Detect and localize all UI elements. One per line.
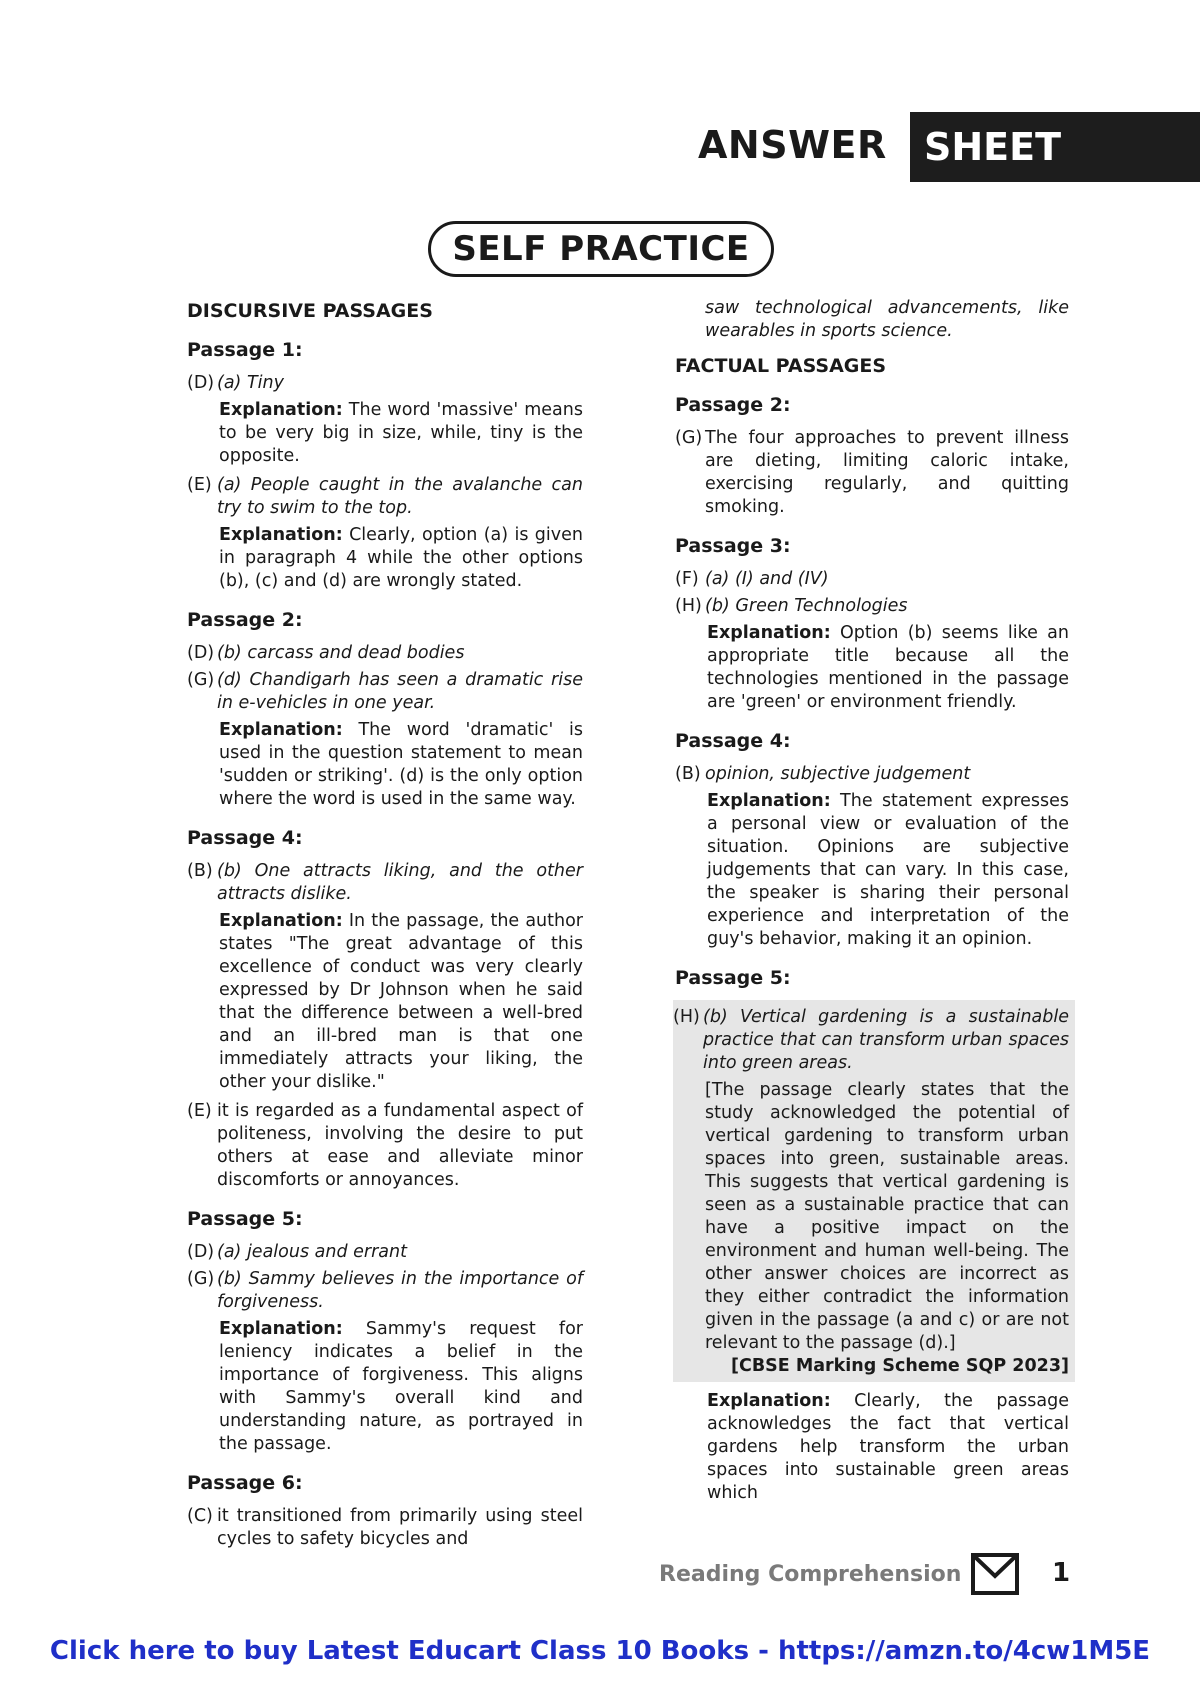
answer-item xyxy=(187,1100,583,1192)
answer-item xyxy=(673,1006,1069,1075)
answer-label: (H) xyxy=(675,596,702,616)
answer-text: (b) Green Technologies xyxy=(705,596,908,616)
answer-text: (b) Vertical gardening is a sustainable practice that can transform urban spaces into green areas. xyxy=(703,1007,1069,1073)
marking-scheme-citation: [CBSE Marking Scheme SQP 2023] xyxy=(730,1356,1069,1376)
explanation-text: In the passage, the author states "The great advantage of this excellence of conduct was very clearly expressed by Dr Johnson when he said that the difference between a well-bred and an ill-bred man is that one immediately attracts your liking, the other your dislike." xyxy=(219,911,583,1092)
answer-text: (b) carcass and dead bodies xyxy=(217,643,465,663)
answer-label: (F) xyxy=(675,569,699,589)
answer-label: (G) xyxy=(187,1269,215,1289)
answer-item xyxy=(675,595,1069,618)
explanation-text: The statement expresses a personal view or evaluation of the situation. Opinions are subjective judgements that can vary. In this case, the speaker is sharing their personal experience and interpretation of the guy's behavior, making it an opinion. xyxy=(707,791,1069,949)
passage-heading: Passage 1: xyxy=(187,339,303,361)
passage-heading: Passage 4: xyxy=(187,827,303,849)
answer-item xyxy=(187,642,583,665)
passage-heading: Passage 5: xyxy=(187,1208,303,1230)
answer-item xyxy=(187,474,583,520)
explanation-label: Explanation: xyxy=(219,911,343,931)
answer-label: (E) xyxy=(187,1101,212,1121)
explanation-label: Explanation: xyxy=(707,623,831,643)
answer-text: The four approaches to prevent illness are dieting, limiting caloric intake, exercising regularly, and quitting smoking. xyxy=(705,428,1069,517)
explanation xyxy=(219,910,583,1094)
answer-item xyxy=(675,427,1069,519)
answer-item xyxy=(187,372,583,395)
sheet-title: SHEET xyxy=(924,125,1062,169)
answer-item xyxy=(675,568,1069,591)
explanation-label: Explanation: xyxy=(707,791,831,811)
explanation xyxy=(707,1390,1069,1505)
explanation-label: Explanation: xyxy=(219,1319,343,1339)
explanation xyxy=(219,524,583,593)
answer-item xyxy=(187,1505,583,1551)
answer-text: (d) Chandigarh has seen a dramatic rise in e-vehicles in one year. xyxy=(217,670,583,713)
explanation-text: Sammy's request for leniency indicates a belief in the importance of forgiveness. This aligns with Sammy's overall kind and understanding nature, as portrayed in the passage. xyxy=(219,1319,583,1454)
answer-label: (B) xyxy=(187,861,213,881)
answer-label: (E) xyxy=(187,475,212,495)
promo-link[interactable]: Click here to buy Latest Educart Class 10 Books - https://amzn.to/4cw1M5E xyxy=(49,1636,1151,1666)
answer-label: (G) xyxy=(187,670,215,690)
passage-heading: Passage 2: xyxy=(675,394,791,416)
marking-scheme-box xyxy=(673,1000,1075,1382)
explanation-text: Clearly, option (a) is given in paragraph 4 while the other options (b), (c) and (d) are wrongly stated. xyxy=(219,525,583,591)
answer-text: it is regarded as a fundamental aspect of politeness, involving the desire to put others at ease and alleviate minor discomforts or annoyances. xyxy=(217,1101,583,1190)
answer-text: opinion, subjective judgement xyxy=(705,764,971,784)
envelope-check-icon xyxy=(970,1552,1020,1596)
section-heading: FACTUAL PASSAGES xyxy=(675,355,887,377)
footer-chapter-label: Reading Comprehension xyxy=(659,1562,962,1587)
answer-label: (B) xyxy=(675,764,701,784)
answer-label: (G) xyxy=(675,428,703,448)
passage-heading: Passage 2: xyxy=(187,609,303,631)
answer-text: (a) People caught in the avalanche can try to swim to the top. xyxy=(217,475,583,518)
answer-item xyxy=(187,1241,583,1264)
answer-label: (D) xyxy=(187,643,215,663)
answer-label: (C) xyxy=(187,1506,213,1526)
answer-text: (b) One attracts liking, and the other attracts dislike. xyxy=(217,861,583,904)
passage-heading: Passage 4: xyxy=(675,730,791,752)
answer-item xyxy=(675,763,1069,786)
answer-label: (D) xyxy=(187,1242,215,1262)
answer-label: (D) xyxy=(187,373,215,393)
answer-text: (a) Tiny xyxy=(217,373,284,393)
explanation-text: Clearly, the passage acknowledges the fact that vertical gardens help transform the urban spaces into sustainable green areas which xyxy=(707,1391,1069,1503)
explanation-text: The word 'massive' means to be very big in size, while, tiny is the opposite. xyxy=(219,400,583,466)
answer-text: it transitioned from primarily using steel cycles to safety bicycles and xyxy=(217,1506,583,1549)
self-practice-badge: SELF PRACTICE xyxy=(428,221,774,277)
passage-heading: Passage 5: xyxy=(675,967,791,989)
passage-heading: Passage 3: xyxy=(675,535,791,557)
explanation-text: The word 'dramatic' is used in the question statement to mean 'sudden or striking'. (d) is the only option where the word is used in the same way. xyxy=(219,720,583,809)
continued-text: saw technological advancements, like wearables in sports science. xyxy=(705,298,1069,341)
page-number: 1 xyxy=(1052,1558,1071,1588)
explanation-text: Option (b) seems like an appropriate title because all the technologies mentioned in the passage are 'green' or environment friendly. xyxy=(707,623,1069,712)
answer-text: (a) jealous and errant xyxy=(217,1242,407,1262)
passage-heading: Passage 6: xyxy=(187,1472,303,1494)
answer-item xyxy=(187,669,583,715)
answer-item xyxy=(187,1268,583,1314)
explanation-label: Explanation: xyxy=(219,720,343,740)
explanation xyxy=(219,719,583,811)
answer-text: (b) Sammy believes in the importance of forgiveness. xyxy=(217,1269,583,1312)
explanation xyxy=(707,622,1069,714)
answer-label: (H) xyxy=(673,1007,700,1027)
right-column xyxy=(675,297,1069,1511)
marking-scheme-text: [The passage clearly states that the study acknowledged the potential of vertical gardening to transform urban spaces into green, sustainable areas. This suggests that vertical gardening is seen as a sustainable practice that can have a positive impact on the environment and human well-being. The other answer choices are incorrect as they either contradict the information given in the passage (a and c) or are not relevant to the passage (d).] xyxy=(705,1080,1069,1353)
explanation xyxy=(707,790,1069,951)
answer-item xyxy=(187,860,583,906)
answer-title: ANSWER xyxy=(698,123,887,167)
left-column xyxy=(187,300,583,1555)
explanation-label: Explanation: xyxy=(219,525,343,545)
explanation-label: Explanation: xyxy=(707,1391,831,1411)
section-heading: DISCURSIVE PASSAGES xyxy=(187,300,433,322)
answer-text: (a) (I) and (IV) xyxy=(705,569,829,589)
explanation-label: Explanation: xyxy=(219,400,343,420)
explanation xyxy=(219,399,583,468)
explanation xyxy=(219,1318,583,1456)
